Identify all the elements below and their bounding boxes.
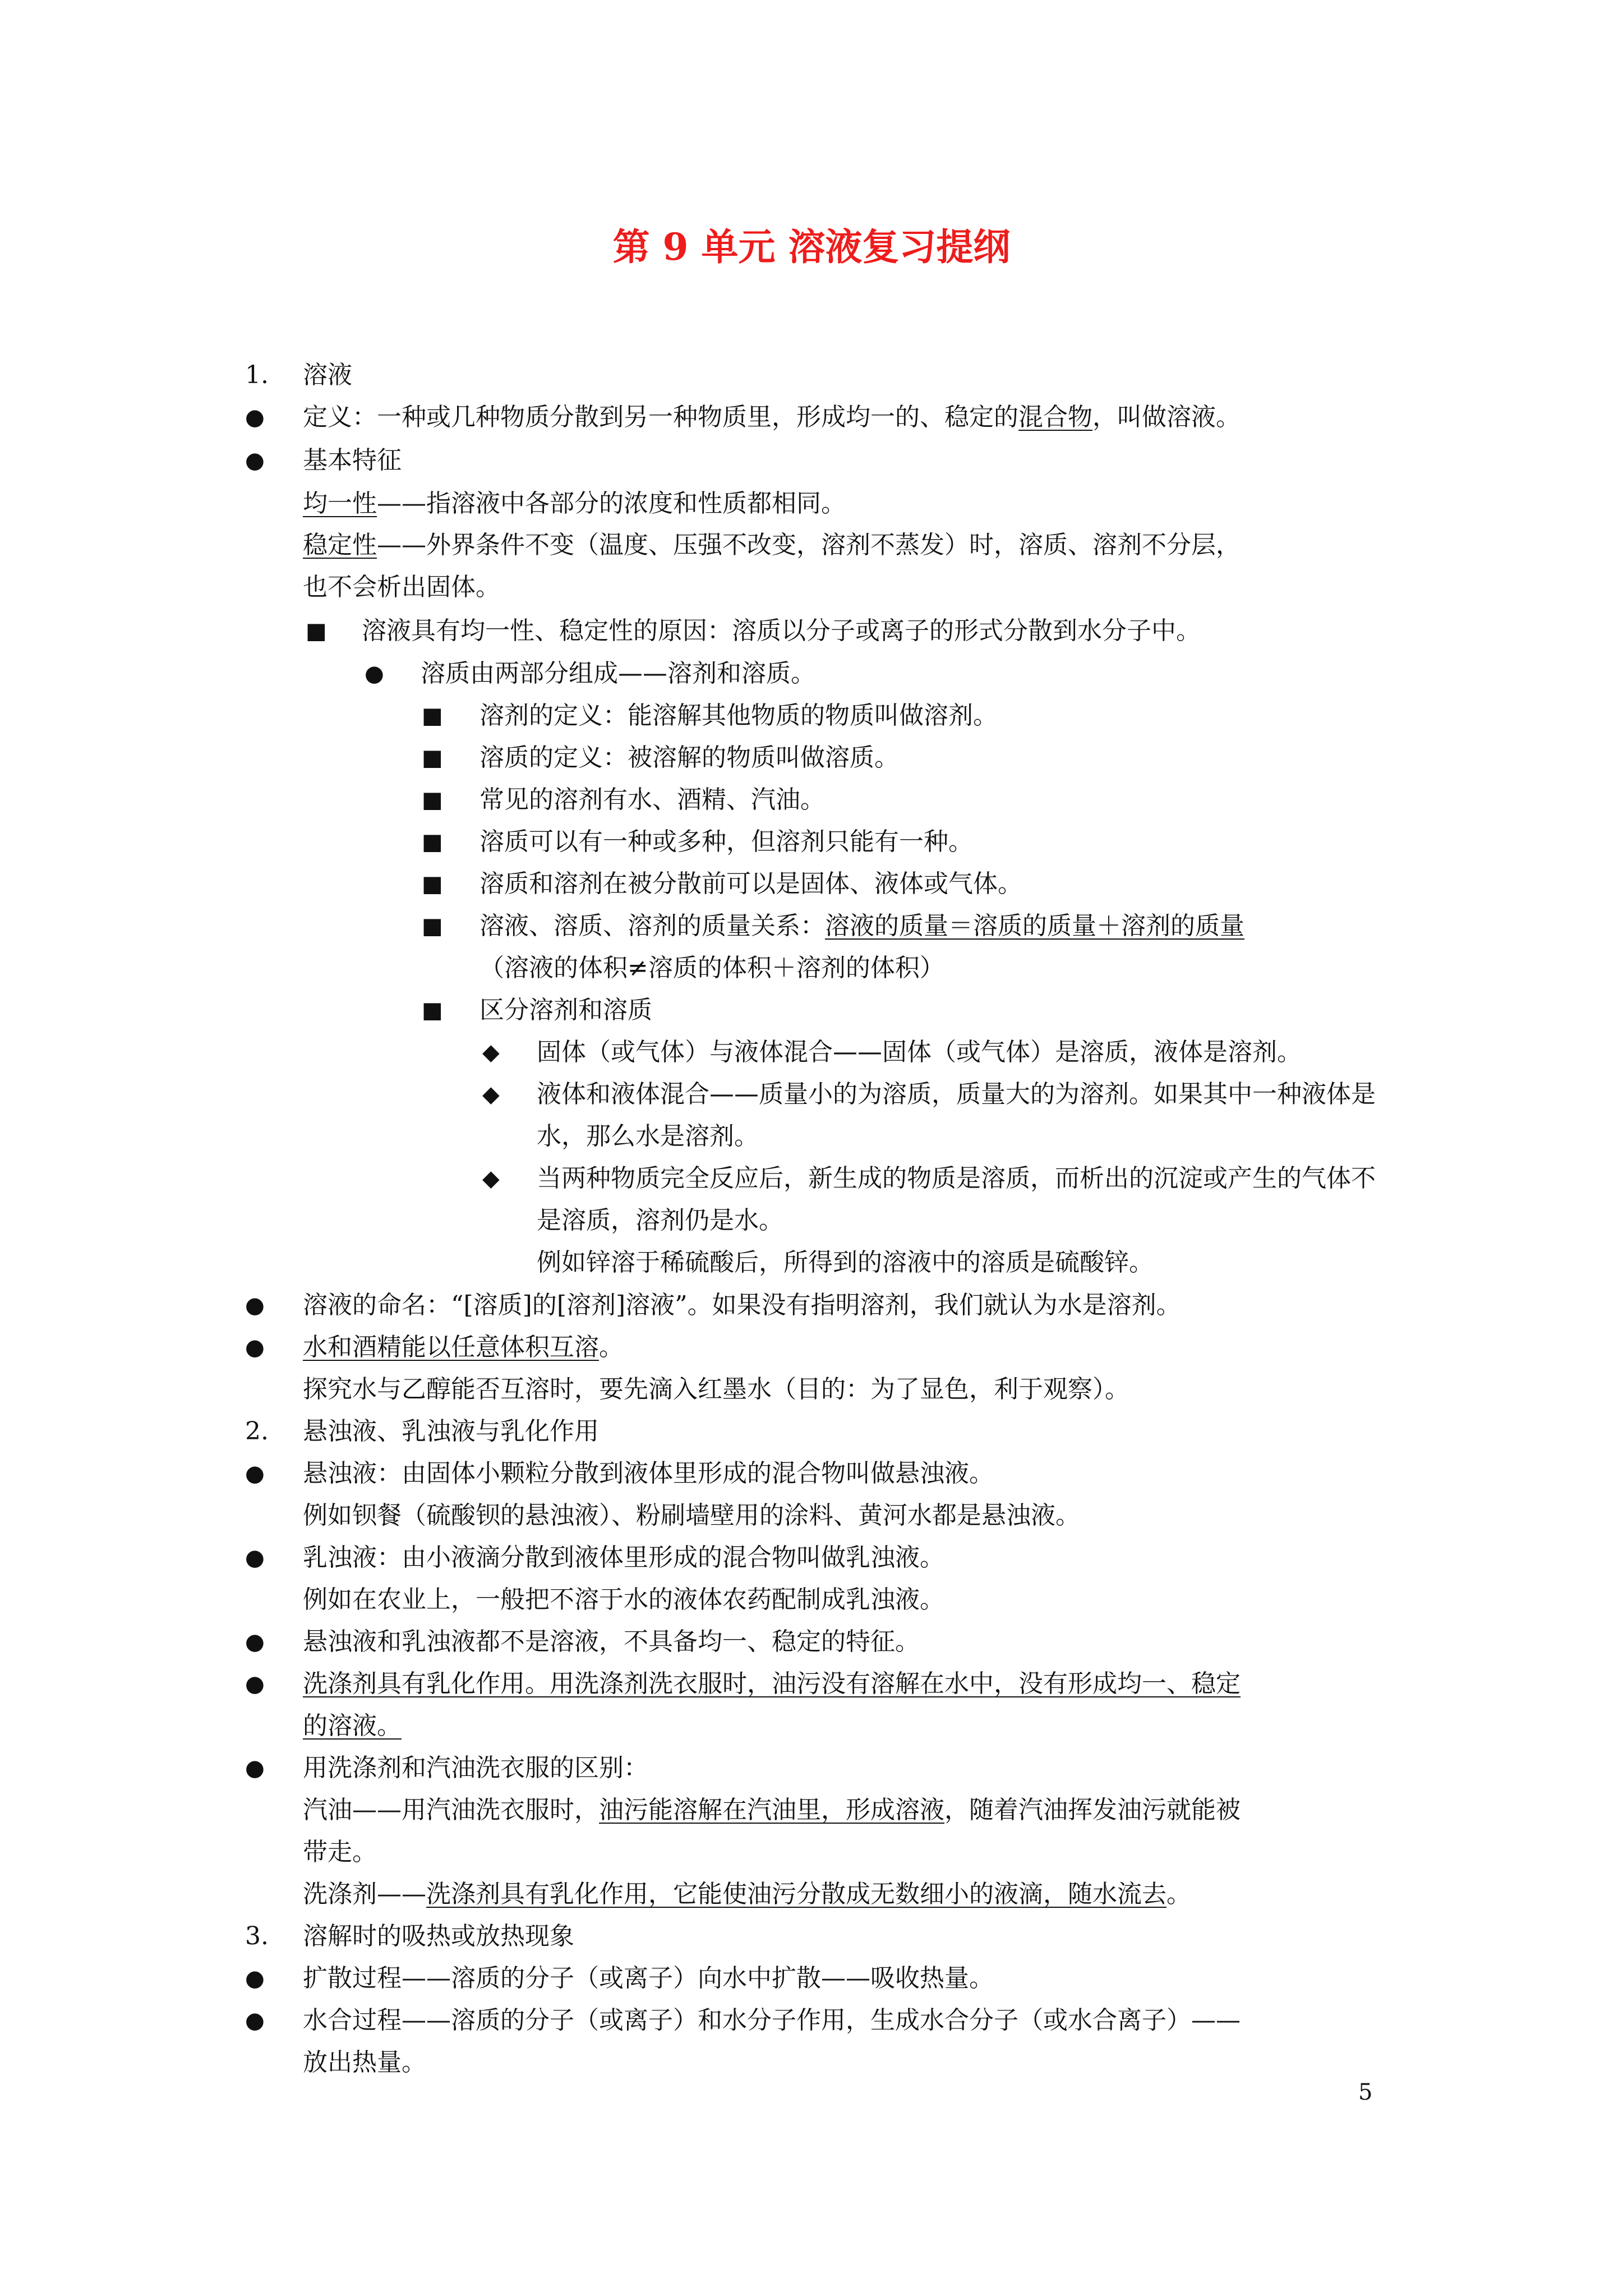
square-bullet-icon: ■: [306, 618, 327, 644]
emulsion-line: 乳浊液：由小液滴分散到液体里形成的混合物叫做乳浊液。: [303, 1543, 944, 1572]
distinguish-example: 例如锌溶于稀硫酸后，所得到的溶液中的溶质是硫酸锌。: [537, 1248, 1154, 1277]
gasoline-line: [303, 1793, 1241, 1827]
naming-line: 溶液的命名：“[溶质]的[溶剂]溶液”。如果没有指明溶剂，我们就认为水是溶剂。: [303, 1291, 1181, 1319]
text-segment: 溶液、溶质、溶剂的质量关系：: [479, 912, 825, 940]
alcohol-line: [303, 1331, 624, 1364]
page-number: 5: [1358, 2079, 1373, 2105]
bullet-icon: ●: [245, 2008, 265, 2033]
diamond-bullet-icon: ◆: [482, 1082, 500, 1107]
underlined-term: 溶液的质量＝溶质的质量＋溶剂的质量: [825, 912, 1244, 940]
bullet-icon: ●: [245, 1292, 265, 1318]
diamond-bullet-icon: ◆: [482, 1039, 500, 1065]
composition-line: 溶质由两部分组成——溶剂和溶质。: [421, 659, 815, 688]
text-segment: ，随着汽油挥发油污就能被: [944, 1796, 1241, 1824]
hydration-line: 水合过程——溶质的分子（或离子）和水分子作用，生成水合分子（或水合离子）——: [303, 2006, 1241, 2035]
underlined-term: 水和酒精能以任意体积互溶: [303, 1333, 599, 1361]
text-segment: ——指溶液中各部分的浓度和性质都相同。: [377, 489, 846, 518]
distinguish-rule-3: 当两种物质完全反应后，新生成的物质是溶质，而析出的沉淀或产生的气体不: [537, 1164, 1376, 1193]
hydration-line-cont: 放出热量。: [303, 2048, 426, 2077]
solute-count: 溶质可以有一种或多种，但溶剂只能有一种。: [479, 827, 973, 856]
section-number: 2.: [245, 1417, 269, 1446]
detergent-wash-line: [303, 1878, 1191, 1911]
suspension-line: 悬浊液：由固体小颗粒分散到液体里形成的混合物叫做悬浊液。: [303, 1459, 994, 1488]
bullet-icon: ●: [245, 1671, 265, 1697]
square-bullet-icon: ■: [422, 787, 443, 813]
detergent-line-cont: 的溶液。: [303, 1711, 402, 1740]
stability-line: [303, 528, 1241, 562]
underlined-term: 油污能溶解在汽油里，形成溶液: [599, 1796, 944, 1824]
distinguish-rule-2-cont: 水，那么水是溶剂。: [537, 1122, 759, 1151]
text-segment: 定义：一种或几种物质分散到另一种物质里，形成均一的、稳定的: [303, 403, 1018, 431]
section-number: 1.: [245, 361, 269, 389]
detergent-line: 洗涤剂具有乳化作用。用洗涤剂洗衣服时，油污没有溶解在水中，没有形成均一、稳定: [303, 1669, 1241, 1698]
bullet-icon: ●: [245, 1629, 265, 1655]
text-segment: ——外界条件不变（温度、压强不改变，溶剂不蒸发）时，溶质、溶剂不分层，: [377, 531, 1241, 559]
section-title: 悬浊液、乳浊液与乳化作用: [303, 1417, 599, 1446]
explore-line: 探究水与乙醇能否互溶时，要先滴入红墨水（目的：为了显色，利于观察）。: [303, 1375, 1129, 1404]
state-line: 溶质和溶剂在被分散前可以是固体、液体或气体。: [479, 869, 1022, 898]
section-title: 溶液: [303, 361, 352, 389]
gasoline-line-cont: 带走。: [303, 1838, 377, 1866]
bullet-icon: ●: [245, 1335, 265, 1360]
page-title: 第 9 单元 溶液复习提纲: [612, 225, 1011, 269]
diffusion-line: 扩散过程——溶质的分子（或离子）向水中扩散——吸收热量。: [303, 1964, 994, 1993]
emulsion-example: 例如在农业上，一般把不溶于水的液体农药配制成乳浊液。: [303, 1585, 944, 1614]
neither-line: 悬浊液和乳浊液都不是溶液，不具备均一、稳定的特征。: [303, 1627, 920, 1656]
square-bullet-icon: ■: [422, 745, 443, 771]
section-number: 3.: [245, 1922, 269, 1950]
underlined-term: 均一性: [303, 489, 377, 518]
distinguish-heading: 区分溶剂和溶质: [479, 996, 652, 1024]
distinguish-rule-2: 液体和液体混合——质量小的为溶质，质量大的为溶剂。如果其中一种液体是: [537, 1080, 1376, 1108]
bullet-icon: ●: [245, 448, 265, 473]
mass-relation: [479, 909, 1244, 943]
square-bullet-icon: ■: [422, 871, 443, 897]
underlined-term: 混合物: [1018, 403, 1092, 431]
bullet-icon: ●: [245, 1966, 265, 1991]
bullet-icon: ●: [245, 1461, 265, 1487]
features-heading: 基本特征: [303, 446, 402, 475]
text-segment: 洗涤剂——: [303, 1880, 426, 1908]
section-title: 溶解时的吸热或放热现象: [303, 1922, 574, 1950]
difference-heading: 用洗涤剂和汽油洗衣服的区别：: [303, 1754, 648, 1782]
definition-line: [303, 401, 1241, 434]
square-bullet-icon: ■: [422, 829, 443, 855]
solvent-definition: 溶剂的定义：能溶解其他物质的物质叫做溶剂。: [479, 701, 998, 730]
homogeneity-line: [303, 487, 846, 521]
volume-note: （溶液的体积≠溶质的体积＋溶剂的体积）: [479, 954, 944, 982]
distinguish-rule-3-cont: 是溶质，溶剂仍是水。: [537, 1206, 783, 1235]
common-solvents: 常见的溶剂有水、酒精、汽油。: [479, 785, 825, 814]
bullet-icon: ●: [245, 1545, 265, 1571]
distinguish-rule-1: 固体（或气体）与液体混合——固体（或气体）是溶质，液体是溶剂。: [537, 1038, 1302, 1066]
diamond-bullet-icon: ◆: [482, 1166, 500, 1191]
text-segment: 汽油——用汽油洗衣服时，: [303, 1796, 599, 1824]
stability-line-cont: 也不会析出固体。: [303, 573, 500, 601]
underlined-term: 稳定性: [303, 531, 377, 559]
solute-definition: 溶质的定义：被溶解的物质叫做溶质。: [479, 743, 899, 772]
square-bullet-icon: ■: [422, 703, 443, 729]
square-bullet-icon: ■: [422, 997, 443, 1023]
bullet-icon: ●: [365, 661, 384, 687]
text-segment: ，叫做溶液。: [1092, 403, 1241, 431]
bullet-icon: ●: [245, 404, 265, 430]
text-segment: 。: [599, 1333, 624, 1361]
reason-line: 溶液具有均一性、稳定性的原因：溶质以分子或离子的形式分散到水分子中。: [362, 616, 1201, 645]
square-bullet-icon: ■: [422, 913, 443, 939]
underlined-term: 洗涤剂具有乳化作用，它能使油污分散成无数细小的液滴，随水流去: [426, 1880, 1166, 1908]
text-segment: 。: [1166, 1880, 1191, 1908]
bullet-icon: ●: [245, 1755, 265, 1781]
suspension-example: 例如钡餐（硫酸钡的悬浊液）、粉刷墙壁用的涂料、黄河水都是悬浊液。: [303, 1501, 1080, 1530]
